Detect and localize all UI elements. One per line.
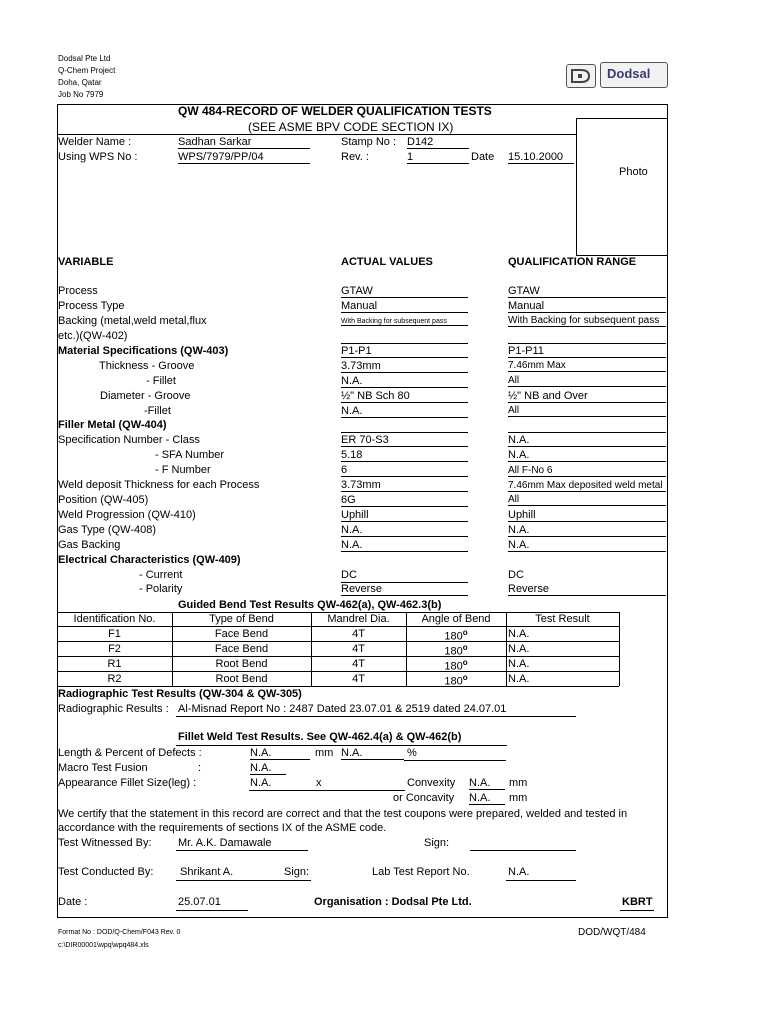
variable-label: etc.)(QW-402) — [58, 330, 128, 342]
witnessed-sign-label: Sign: — [424, 837, 450, 849]
bend-angle — [406, 643, 506, 658]
bend-mandrel: 4T — [352, 658, 365, 670]
bend-angle — [406, 673, 506, 688]
variable-label: Gas Type (QW-408) — [58, 524, 157, 536]
range-value: All — [508, 375, 666, 387]
bend-angle-value: 180 — [444, 675, 463, 688]
company-job-no: Job No 7979 — [58, 90, 104, 99]
actual-value: DC — [341, 569, 357, 581]
range-value: Uphill — [508, 509, 666, 522]
company-location: Doha, Qatar — [58, 78, 102, 87]
bend-type: Root Bend — [215, 658, 268, 670]
radiographic-title: Radiographic Test Results (QW-304 & QW-305) — [58, 688, 302, 700]
bend-result: N.A. — [508, 628, 530, 640]
bend-angle-value: 180 — [444, 660, 463, 673]
radiographic-value: Al-Misnad Report No : 2487 Dated 23.07.01 & 2519 dated 24.07.01 — [178, 703, 507, 715]
mm-unit: mm — [315, 747, 334, 759]
range-value: With Backing for subsequent pass — [508, 315, 666, 327]
stamp-value: D142 — [407, 136, 469, 149]
kbrt-label: KBRT — [622, 896, 653, 908]
actual-value: 3.73mm — [341, 360, 468, 373]
conducted-value: Shrikant A. — [180, 866, 234, 878]
bend-col-header: Test Result — [535, 613, 590, 625]
company-name: Dodsal Pte Ltd — [58, 54, 111, 63]
range-value: All F-No 6 — [508, 465, 666, 477]
convexity-value: N.A. — [469, 777, 505, 790]
range-value: N.A. — [508, 524, 666, 537]
macro-colon: : — [198, 762, 202, 774]
actual-value: ER 70-S3 — [341, 434, 468, 447]
actual-value: N.A. — [341, 405, 468, 418]
actual-value: GTAW — [341, 285, 468, 298]
bend-angle — [406, 658, 506, 673]
witnessed-value: Mr. A.K. Damawale — [178, 837, 272, 849]
convexity-mm: mm — [509, 777, 528, 789]
variable-label: Diameter - Groove — [100, 390, 191, 402]
variable-label: Weld deposit Thickness for each Process — [58, 479, 260, 491]
range-value: Reverse — [508, 583, 666, 596]
variable-label: Gas Backing — [58, 539, 121, 551]
concavity-label: or Concavity — [393, 792, 455, 804]
qualification-range-header: QUALIFICATION RANGE — [508, 256, 637, 268]
dodsal-logo: Dodsal — [600, 62, 668, 88]
actual-value: N.A. — [341, 524, 468, 537]
bend-mandrel: 4T — [352, 673, 365, 685]
actual-values-header: ACTUAL VALUES — [341, 256, 433, 268]
fillet-size-x: x — [316, 777, 322, 789]
bend-col-header: Angle of Bend — [421, 613, 491, 625]
actual-value: Reverse — [341, 583, 468, 596]
concavity-mm: mm — [509, 792, 528, 804]
bend-angle-value: 180 — [444, 645, 463, 658]
date-label: Date — [471, 151, 495, 163]
radiographic-label: Radiographic Results : — [58, 703, 169, 715]
certification-date-value: 25.07.01 — [178, 896, 221, 908]
range-value: All — [508, 494, 666, 506]
bend-id: F1 — [108, 628, 121, 640]
bend-result: N.A. — [508, 673, 530, 685]
certification-text-2: accordance with the requirements of sections IX of the ASME code. — [58, 822, 387, 834]
variable-label: Process Type — [58, 300, 125, 312]
bend-type: Root Bend — [215, 673, 268, 685]
variable-label: - Current — [139, 569, 183, 581]
variable-label: Backing (metal,weld metal,flux — [58, 315, 207, 327]
fillet-size-value: N.A. — [250, 777, 272, 789]
dodsal-d-icon — [566, 64, 596, 88]
defects-length-value: N.A. — [250, 747, 310, 760]
range-value: ½" NB and Over — [508, 390, 666, 403]
range-value: All — [508, 405, 666, 417]
range-value: 7.46mm Max — [508, 360, 666, 372]
bend-angle-value: 180 — [444, 630, 463, 643]
certification-date-label: Date : — [58, 896, 88, 908]
lab-report-label: Lab Test Report No. — [372, 866, 470, 878]
range-value: Manual — [508, 300, 666, 313]
variable-label: Specification Number - Class — [58, 434, 200, 446]
document-code: DOD/WQT/484 — [578, 927, 646, 938]
bend-id: F2 — [108, 643, 121, 655]
bend-type: Face Bend — [214, 628, 269, 640]
bend-angle — [406, 628, 506, 643]
actual-value: With Backing for subsequent pass — [341, 318, 468, 326]
actual-value: N.A. — [341, 539, 468, 552]
defects-label: Length & Percent of Defects : — [58, 747, 202, 759]
lab-report-value: N.A. — [508, 866, 530, 878]
variable-label: Position (QW-405) — [58, 494, 149, 506]
range-value: N.A. — [508, 449, 666, 462]
variable-label: - Fillet — [146, 375, 176, 387]
wps-value: WPS/7979/PP/04 — [178, 151, 310, 164]
defects-percent-value: N.A. — [341, 747, 404, 760]
percent-unit: % — [407, 747, 417, 759]
rev-value: 1 — [407, 151, 469, 164]
wps-label: Using WPS No : — [58, 151, 138, 163]
witnessed-label: Test Witnessed By: — [58, 837, 152, 849]
rev-label: Rev. : — [341, 151, 369, 163]
bend-result: N.A. — [508, 643, 530, 655]
format-number: Format No : DOD/Q-Chem/F043 Rev. 0 — [58, 929, 181, 936]
range-value: P1-P11 — [508, 345, 666, 358]
file-path: c:\DIR00001\wpq\wpq484.xls — [58, 942, 149, 949]
company-project: Q-Chem Project — [58, 66, 116, 75]
photo-box: Photo — [619, 166, 648, 178]
actual-value: Uphill — [341, 509, 468, 522]
macro-value: N.A. — [250, 762, 286, 775]
range-value: DC — [508, 569, 524, 581]
actual-value: 6 — [341, 464, 468, 477]
fillet-size-label: Appearance Fillet Size(leg) : — [58, 777, 197, 789]
actual-value: 5.18 — [341, 449, 468, 462]
variable-label: - SFA Number — [155, 449, 225, 461]
form-subtitle: (SEE ASME BPV CODE SECTION IX) — [248, 120, 454, 134]
welder-name-value: Sadhan Sarkar — [178, 136, 310, 149]
bend-col-header: Type of Bend — [209, 613, 274, 625]
variable-header: VARIABLE — [58, 256, 114, 268]
variable-label: -Fillet — [144, 405, 171, 417]
actual-value: N.A. — [341, 375, 468, 388]
certification-text-1: We certify that the statement in this record are correct and that the test coupons were prepared, welded and tested in — [58, 808, 628, 820]
conducted-sign-label: Sign: — [284, 866, 310, 878]
degree-mark: o — [462, 628, 468, 637]
bend-id: R2 — [107, 673, 122, 685]
range-value: N.A. — [508, 434, 666, 447]
convexity-label: Convexity — [407, 777, 456, 789]
bend-mandrel: 4T — [352, 643, 365, 655]
actual-value: 6G — [341, 494, 468, 507]
conducted-label: Test Conducted By: — [58, 866, 154, 878]
fillet-title: Fillet Weld Test Results. See QW-462.4(a) & QW-462(b) — [178, 731, 462, 743]
bend-type: Face Bend — [214, 643, 269, 655]
degree-mark: o — [462, 643, 468, 652]
degree-mark: o — [462, 673, 468, 682]
section-heading: Material Specifications (QW-403) — [58, 345, 229, 357]
actual-value: Manual — [341, 300, 468, 313]
variable-label: - F Number — [155, 464, 211, 476]
range-value: N.A. — [508, 539, 666, 552]
section-heading: Filler Metal (QW-404) — [58, 419, 167, 431]
bend-col-header: Mandrel Dia. — [327, 613, 390, 625]
range-value: 7.46mm Max deposited weld metal — [508, 480, 666, 492]
actual-value: 3.73mm — [341, 479, 468, 492]
concavity-value: N.A. — [469, 792, 505, 805]
range-value: GTAW — [508, 285, 666, 298]
bend-result: N.A. — [508, 658, 530, 670]
actual-value: P1-P1 — [341, 345, 468, 358]
actual-value: ½" NB Sch 80 — [341, 390, 468, 403]
variable-label: Thickness - Groove — [99, 360, 195, 372]
organisation: Organisation : Dodsal Pte Ltd. — [314, 896, 472, 908]
variable-label: - Polarity — [139, 583, 183, 595]
bend-test-title: Guided Bend Test Results QW-462(a), QW-462.3(b) — [178, 599, 442, 611]
variable-label: Weld Progression (QW-410) — [58, 509, 196, 521]
degree-mark: o — [462, 658, 468, 667]
bend-mandrel: 4T — [352, 628, 365, 640]
bend-id: R1 — [107, 658, 122, 670]
form-title: QW 484-RECORD OF WELDER QUALIFICATION TESTS — [178, 104, 492, 118]
variable-label: Process — [58, 285, 98, 297]
macro-label: Macro Test Fusion — [58, 762, 148, 774]
section-heading: Electrical Characteristics (QW-409) — [58, 554, 241, 566]
date-value: 15.10.2000 — [508, 151, 574, 164]
welder-name-label: Welder Name : — [58, 136, 132, 148]
bend-col-header: Identification No. — [73, 613, 156, 625]
stamp-label: Stamp No : — [341, 136, 397, 148]
